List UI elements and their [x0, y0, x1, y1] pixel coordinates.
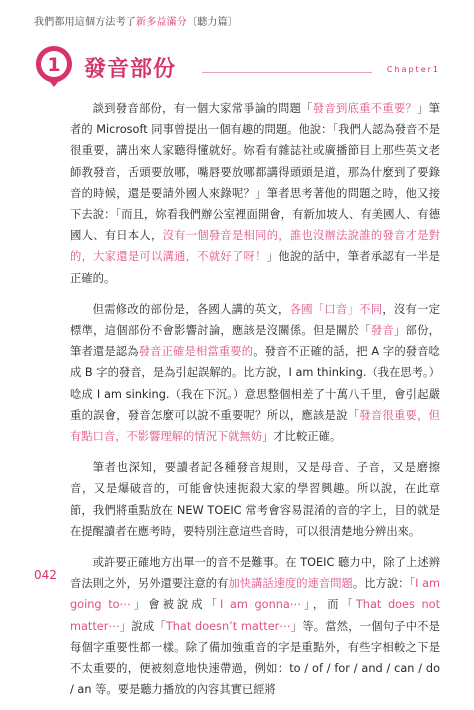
- paragraph: [70, 552, 440, 700]
- text-run: 」會被說成「: [130, 598, 220, 612]
- chapter-divider: [202, 72, 372, 73]
- paragraph: [70, 299, 440, 447]
- highlighted-text: 發音到底重不重要？: [312, 102, 418, 115]
- highlighted-text: 發音很重要，但有點口音，不影響理解的情況下就無妨: [70, 408, 440, 444]
- chapter-number: 1: [47, 54, 61, 76]
- highlighted-text: 各國「口音」不同: [289, 302, 383, 316]
- highlighted-text: 沒有一個發音是相同的，誰也沒辦法說誰的發音才是對的，大家還是可以溝通，不就好了呀！: [70, 229, 440, 264]
- running-head-highlight: 新多益滿分: [136, 17, 187, 28]
- body-text: [70, 98, 440, 710]
- text-run: 談到發音部份，有一個大家常爭論的問題「: [92, 102, 313, 115]
- highlighted-text: 加快講話速度的連音問題: [228, 577, 353, 591]
- text-run: 」說成「: [119, 619, 166, 633]
- text-run: 」部份，筆者還是認為: [70, 324, 440, 359]
- highlighted-text: That does not matter⋯: [70, 598, 440, 633]
- text-run: 」他說的話中，筆者承認有一半是正確的。: [70, 250, 440, 285]
- text-run: ，沒有一定標準，這個部份不會影響討論，應該是沒關係。但是關於「: [70, 302, 440, 338]
- chapter-header: [34, 44, 440, 90]
- text-run: 或許要正確地方出單一的音不是難事。在 TOEIC 聽力中，除了上述辨音法則之外，另外還要注意的有: [70, 556, 440, 591]
- highlighted-text: 發音: [370, 324, 394, 338]
- text-run: 」筆者的 Microsoft 同事曾提出一個有趣的問題。他說：「我們人認為發音不是很重要，講出來人家聽得懂就好。妳看有雜誌社或廣播節目上那些英文老師教發音，舌頭要放哪，嘴唇要放哪都講得頭頭是道，那為什麼到了要錄音的時候，還是要請外國人來錄呢？」筆者思考著他的問題之時，他又接下去說：「而且，妳看我們辦公室裡面開會，有新加坡人、有美國人、有德國人、有日本人，: [70, 102, 440, 243]
- text-run: 。發音不正確的話，把 A 字的發音唸成 B 字的發音，是為引起誤解的。比方說，I am thinking.（我在思考。）唸成 I am sinking.（我在下沉。）意思整個相差了十萬八千里，會引起嚴重的誤會，發音怎麼可以說不重要呢？所以，應該是說「: [70, 345, 440, 422]
- chapter-label: Chapter1: [386, 65, 440, 74]
- text-run: 但需修改的部份是，各國人講的英文，: [92, 302, 290, 316]
- text-run: 」才比較正確。: [262, 430, 342, 444]
- chapter-title: 發音部份: [84, 57, 177, 82]
- highlighted-text: 發音正確是相當重要的: [138, 345, 254, 359]
- text-run: 」等。當然，一個句子中不是每個字重要性都一樣。除了備加強重音的字是重點外，有些字相較之下是不太重要的，便被刻意地快速帶過，例如：to / of / for / and / can / do / an 等。要是聽力播放的內容其實已經將: [70, 619, 440, 697]
- running-head-prefix: 我們都用這個方法考了: [34, 17, 136, 28]
- running-head: [34, 13, 238, 28]
- text-run: 筆者也深知，要讀者記各種發音規則，又是母音、子音，又是磨擦音，又是爆破音的，可能會快速扼殺大家的學習興趣。所以說，在此章節，我們將重點放在 NEW TOEIC 常考會容易混淆的音的字上，目的就是在提醒讀者在應考時，要特別注意這些音時，可以很清楚地分辨出來。: [70, 461, 440, 538]
- highlighted-text: I am going to⋯: [70, 577, 440, 612]
- text-run: 」，而「: [301, 598, 356, 612]
- paragraph: [70, 457, 440, 542]
- text-run: 。比方說：「: [352, 577, 416, 591]
- running-head-suffix: 〔聽力篇〕: [187, 17, 238, 28]
- page-number: 042: [34, 568, 57, 582]
- paragraph: [70, 98, 440, 289]
- chapter-number-badge: [34, 44, 74, 88]
- highlighted-text: I am gonna⋯: [219, 598, 302, 612]
- highlighted-text: That doesn’t matter⋯: [165, 619, 291, 633]
